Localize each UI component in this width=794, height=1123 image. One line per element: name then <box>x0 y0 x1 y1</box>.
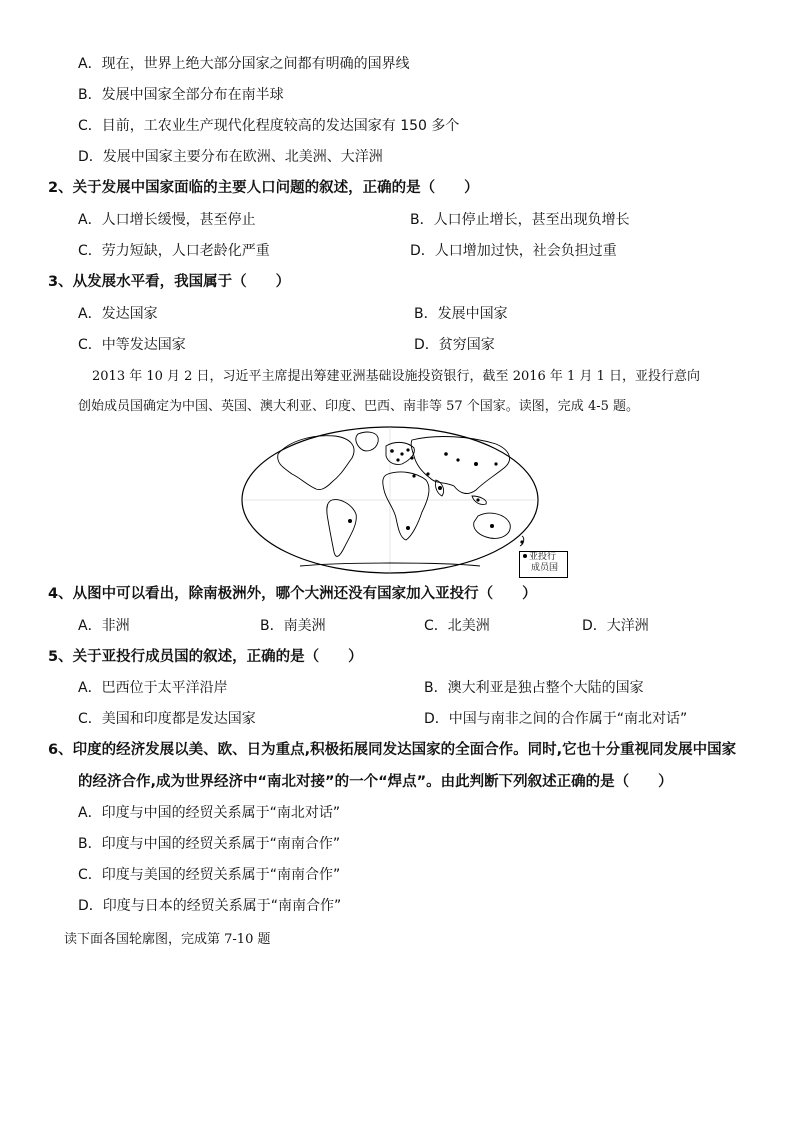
member-dot-new-zealand <box>520 540 523 543</box>
member-dot-egypt <box>412 474 415 477</box>
q4-stem: 4、从图中可以看出，除南极洲外，哪个大洲还没有国家加入亚投行（ ） <box>48 586 537 602</box>
q1-option-b: B．发展中国家全部分布在南半球 <box>78 87 284 103</box>
q4-option-d: D．大洋洲 <box>582 618 649 634</box>
q1-option-d: D．发展中国家主要分布在欧洲、北美洲、大洋洲 <box>78 149 383 165</box>
q2-option-a: A．人口增长缓慢，甚至停止 <box>78 212 256 228</box>
q5-option-a: A．巴西位于太平洋沿岸 <box>78 680 228 696</box>
legend-label-1: 亚投行 <box>529 552 557 562</box>
member-dot-korea <box>494 462 497 465</box>
member-dot-europe-1 <box>400 452 403 455</box>
q2-option-d: D．人口增加过快，社会负担过重 <box>410 243 617 259</box>
q6-option-b: B．印度与中国的经贸关系属于“南南合作” <box>78 836 341 852</box>
member-dot-middle-east <box>426 472 429 475</box>
member-dot-europe-3 <box>396 458 399 461</box>
member-dot-europe-4 <box>410 456 413 459</box>
passage-line-1: 2013 年 10 月 2 日，习近平主席提出筹建亚洲基础设施投资银行，截至 2016 年 1 月 1 日，亚投行意向 <box>92 369 700 384</box>
q5-option-d: D．中国与南非之间的合作属于“南北对话” <box>424 711 688 727</box>
member-dot-india <box>438 486 442 490</box>
member-dot-central-asia <box>456 458 459 461</box>
legend-dot-icon <box>523 554 527 558</box>
member-dot-uk <box>390 449 394 453</box>
q2-stem: 2、关于发展中国家面临的主要人口问题的叙述，正确的是（ ） <box>48 180 479 196</box>
q4-option-b: B．南美洲 <box>260 618 326 634</box>
q1-option-a: A．现在，世界上绝大部分国家之间都有明确的国界线 <box>78 56 410 72</box>
member-dot-china <box>474 462 478 466</box>
member-dot-australia <box>490 524 494 528</box>
q6-option-a: A．印度与中国的经贸关系属于“南北对话” <box>78 805 341 821</box>
q6-stem-line-2: 的经济合作,成为世界经济中“南北对接”的一个“焊点”。由此判断下列叙述正确的是（ ） <box>78 774 673 790</box>
q3-option-c: C．中等发达国家 <box>78 337 186 353</box>
member-dot-indonesia <box>476 498 479 501</box>
passage-line-2: 创始成员国确定为中国、英国、澳大利亚、印度、巴西、南非等 57 个国家。读图，完成 4-5 题。 <box>78 399 640 414</box>
q6-stem-line-1: 6、印度的经济发展以美、欧、日为重点,积极拓展同发达国家的全面合作。同时,它也十分重视同发展中国家 <box>48 742 737 758</box>
instruction-7-10: 读下面各国轮廓图，完成第 7-10 题 <box>64 932 271 947</box>
q6-option-c: C．印度与美国的经贸关系属于“南南合作” <box>78 867 341 883</box>
legend-label-2: 成员国 <box>531 563 559 573</box>
q4-option-a: A．非洲 <box>78 618 130 634</box>
q2-option-c: C．劳力短缺，人口老龄化严重 <box>78 243 270 259</box>
q4-option-c: C．北美洲 <box>424 618 490 634</box>
member-dot-europe-2 <box>406 448 409 451</box>
q3-option-a: A．发达国家 <box>78 306 158 322</box>
q2-option-b: B．人口停止增长，甚至出现负增长 <box>410 212 630 228</box>
q5-stem: 5、关于亚投行成员国的叙述，正确的是（ ） <box>48 649 363 665</box>
q3-stem: 3、从发展水平看，我国属于（ ） <box>48 274 291 290</box>
q6-option-d: D．印度与日本的经贸关系属于“南南合作” <box>78 898 342 914</box>
member-dot-south-africa <box>406 526 410 530</box>
q1-option-c: C．目前，工农业生产现代化程度较高的发达国家有 150 多个 <box>78 118 460 134</box>
member-dot-brazil <box>348 519 352 523</box>
map-legend <box>519 551 568 578</box>
q5-option-b: B．澳大利亚是独占整个大陆的国家 <box>424 680 644 696</box>
q3-option-d: D．贫穷国家 <box>414 337 495 353</box>
member-dot-russia <box>444 452 448 456</box>
q5-option-c: C．美国和印度都是发达国家 <box>78 711 256 727</box>
q3-option-b: B．发展中国家 <box>414 306 508 322</box>
